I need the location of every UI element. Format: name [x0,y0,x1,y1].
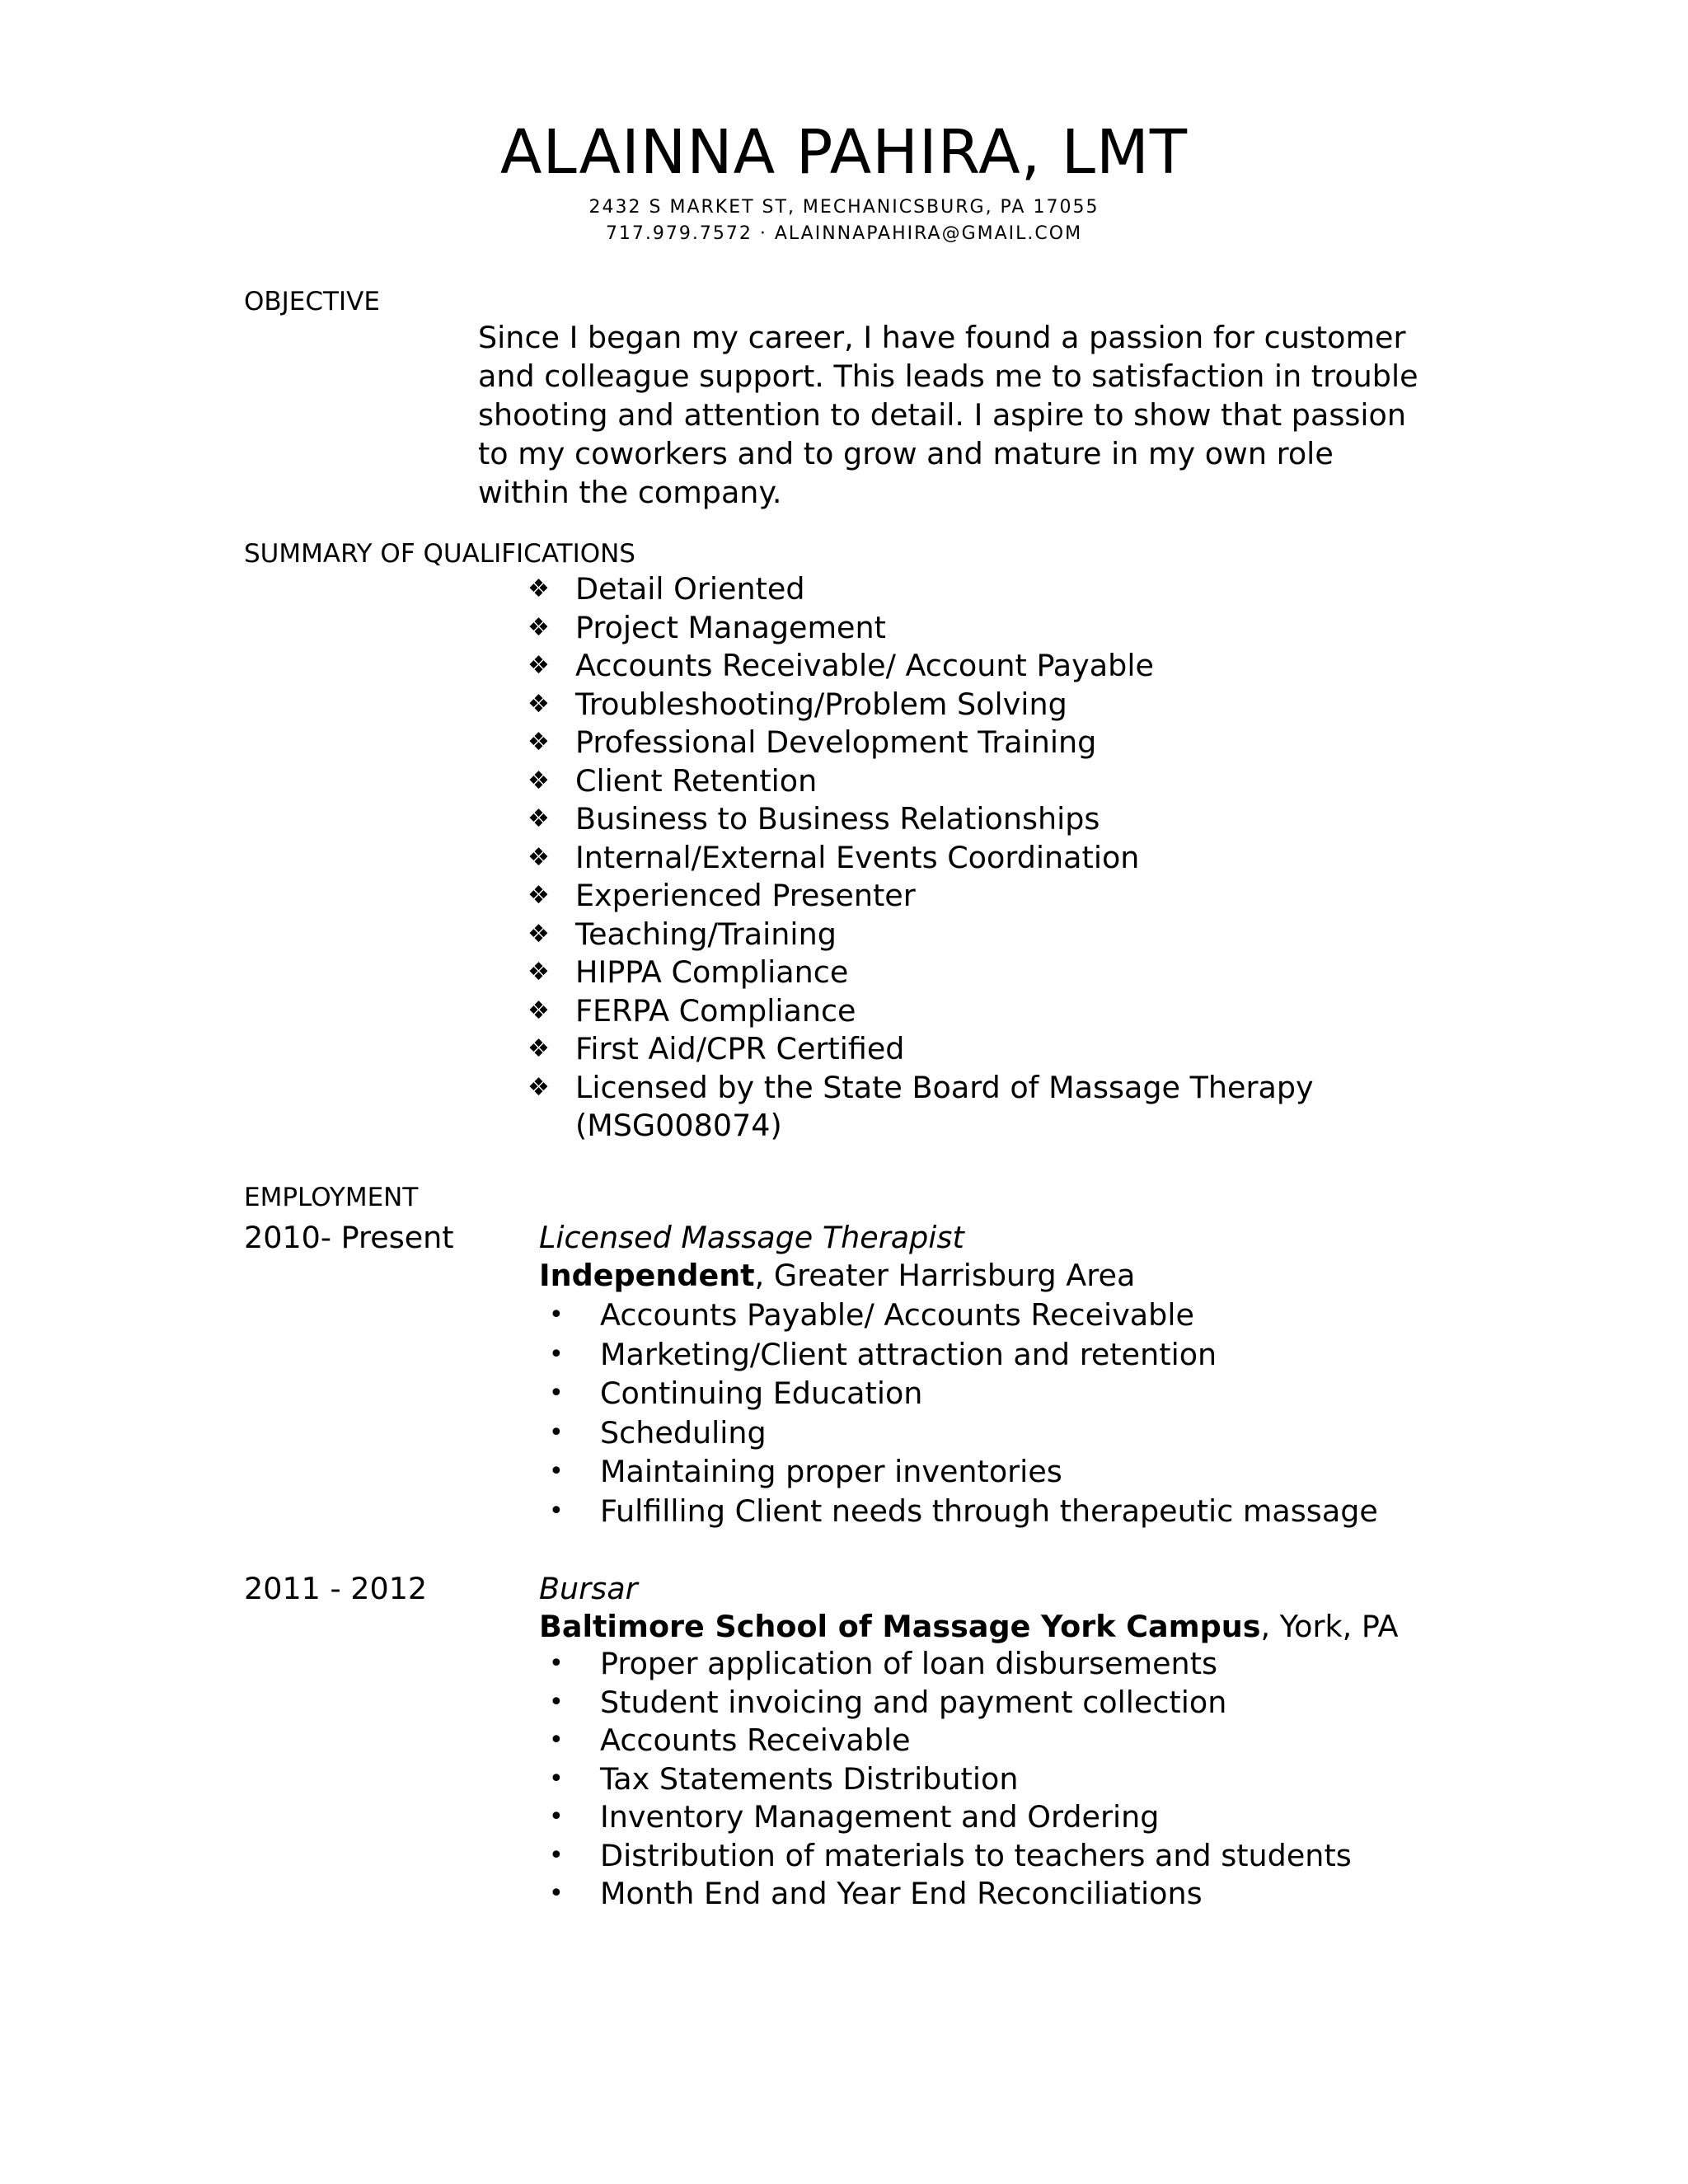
qualification-text: Detail Oriented [575,571,805,607]
list-item [528,954,1517,992]
duty-text: Distribution of materials to teachers and students [600,1837,1352,1873]
job-dates: 2011 - 2012 [244,1571,428,1606]
diamond-bullet-icon: ❖ [528,766,550,795]
objective-line: to my coworkers and to grow and mature in my own role [478,436,1334,471]
applicant-name: ALAINNA PAHIRA, LMT [499,117,1189,188]
list-item [528,762,1517,801]
qualifications-heading: SUMMARY OF QUALIFICATIONS [244,539,635,569]
list-item [528,1069,1517,1108]
bullet-icon: • [549,1840,564,1870]
qualification-text: Professional Development Training [575,724,1097,760]
diamond-bullet-icon: ❖ [528,689,550,719]
list-item [528,877,1517,916]
list-item [539,1335,1528,1375]
objective-line: within the company. [478,475,782,510]
duty-text: Tax Statements Distribution [600,1760,1019,1797]
diamond-bullet-icon: ❖ [528,1034,550,1063]
diamond-bullet-icon: ❖ [528,804,550,833]
qualification-text: Project Management [575,609,886,645]
list-item [528,800,1517,839]
duty-text: Maintaining proper inventories [600,1454,1062,1489]
job-duties-list [539,1296,1528,1530]
job-title: Licensed Massage Therapist [539,1220,964,1255]
diamond-bullet-icon: ❖ [528,651,550,680]
job-title: Bursar [539,1571,638,1606]
objective-line: shooting and attention to detail. I aspire to show that passion [478,397,1406,433]
bullet-icon: • [549,1879,564,1908]
list-item [539,1760,1528,1799]
duty-text: Marketing/Client attraction and retention [600,1336,1217,1372]
job-duties-list [539,1645,1528,1914]
bullet-icon: • [549,1379,564,1408]
list-item [539,1837,1528,1876]
objective-line: Since I began my career, I have found a passion for customer [478,320,1406,355]
objective-heading: OBJECTIVE [244,287,380,316]
phone-email: 717.979.7572 · ALAINNAPAHIRA@GMAIL.COM [605,223,1083,244]
list-item [528,916,1517,954]
list-item [539,1684,1528,1722]
duty-text: Student invoicing and payment collection [600,1684,1227,1720]
diamond-bullet-icon: ❖ [528,958,550,987]
list-item [539,1798,1528,1837]
duty-text: Month End and Year End Reconciliations [600,1876,1203,1911]
bullet-icon: • [549,1726,564,1755]
list-item [528,570,1517,609]
bullet-icon: • [549,1802,564,1831]
diamond-bullet-icon: ❖ [528,881,550,910]
bullet-icon: • [549,1418,564,1447]
qualifications-list [528,570,1517,1146]
list-item [528,686,1517,724]
list-item [528,609,1517,648]
job-employer [539,1256,1135,1296]
job-dates: 2010- Present [244,1220,454,1255]
duty-text: Accounts Receivable [600,1722,911,1758]
diamond-bullet-icon: ❖ [528,728,550,757]
qualification-text: HIPPA Compliance [575,954,849,990]
duty-text: Scheduling [600,1414,767,1451]
qualification-text: Teaching/Training [575,916,837,952]
duty-text: Continuing Education [600,1376,923,1411]
list-item [528,992,1517,1031]
list-item [539,1296,1528,1335]
bullet-icon: • [549,1339,564,1369]
list-item [528,1030,1517,1069]
objective-line: and colleague support. This leads me to satisfaction in trouble [478,359,1418,394]
list-item [539,1875,1528,1914]
employer-location: , York, PA [1260,1609,1399,1644]
objective-text [478,318,1451,512]
qualification-text: Internal/External Events Coordination [575,839,1140,875]
qualification-text: Accounts Receivable/ Account Payable [575,648,1154,683]
qualification-text: Licensed by the State Board of Massage Therapy [575,1069,1314,1105]
qualification-text: Experienced Presenter [575,878,916,913]
diamond-bullet-icon: ❖ [528,1072,550,1102]
diamond-bullet-icon: ❖ [528,842,550,872]
list-item [539,1722,1528,1760]
diamond-bullet-icon: ❖ [528,996,550,1025]
list-item [528,724,1517,762]
qualification-text: First Aid/CPR Certified [575,1031,905,1066]
list-item [539,1645,1528,1684]
duty-text: Inventory Management and Ordering [600,1799,1160,1835]
duty-text: Accounts Payable/ Accounts Receivable [600,1297,1194,1333]
employer-name: Baltimore School of Massage York Campus [539,1609,1261,1644]
bullet-icon: • [549,1764,564,1793]
list-item [539,1452,1528,1492]
list-item [528,647,1517,686]
bullet-icon: • [549,1457,564,1486]
qualification-text: Troubleshooting/Problem Solving [575,686,1067,722]
employer-name: Independent [539,1258,755,1293]
diamond-bullet-icon: ❖ [528,612,550,642]
list-item [528,839,1517,878]
qualification-text: Client Retention [575,762,818,799]
qualification-text: (MSG008074) [575,1108,782,1143]
bullet-icon: • [549,1301,564,1329]
duty-text: Fulfilling Client needs through therapeutic massage [600,1493,1378,1529]
qualification-text: FERPA Compliance [575,992,856,1029]
list-item-continuation [528,1107,1517,1146]
list-item [539,1374,1528,1413]
bullet-icon: • [549,1496,564,1526]
job-employer [539,1607,1398,1647]
qualification-text: Business to Business Relationships [575,801,1100,837]
duty-text: Proper application of loan disbursements [600,1646,1218,1681]
employer-location: , Greater Harrisburg Area [754,1258,1136,1293]
address: 2432 S MARKET ST, MECHANICSBURG, PA 17055 [588,197,1100,218]
employment-heading: EMPLOYMENT [244,1183,419,1212]
diamond-bullet-icon: ❖ [528,574,550,603]
bullet-icon: • [549,1687,564,1717]
diamond-bullet-icon: ❖ [528,919,550,949]
bullet-icon: • [549,1649,564,1678]
list-item [539,1413,1528,1453]
list-item [539,1492,1528,1531]
